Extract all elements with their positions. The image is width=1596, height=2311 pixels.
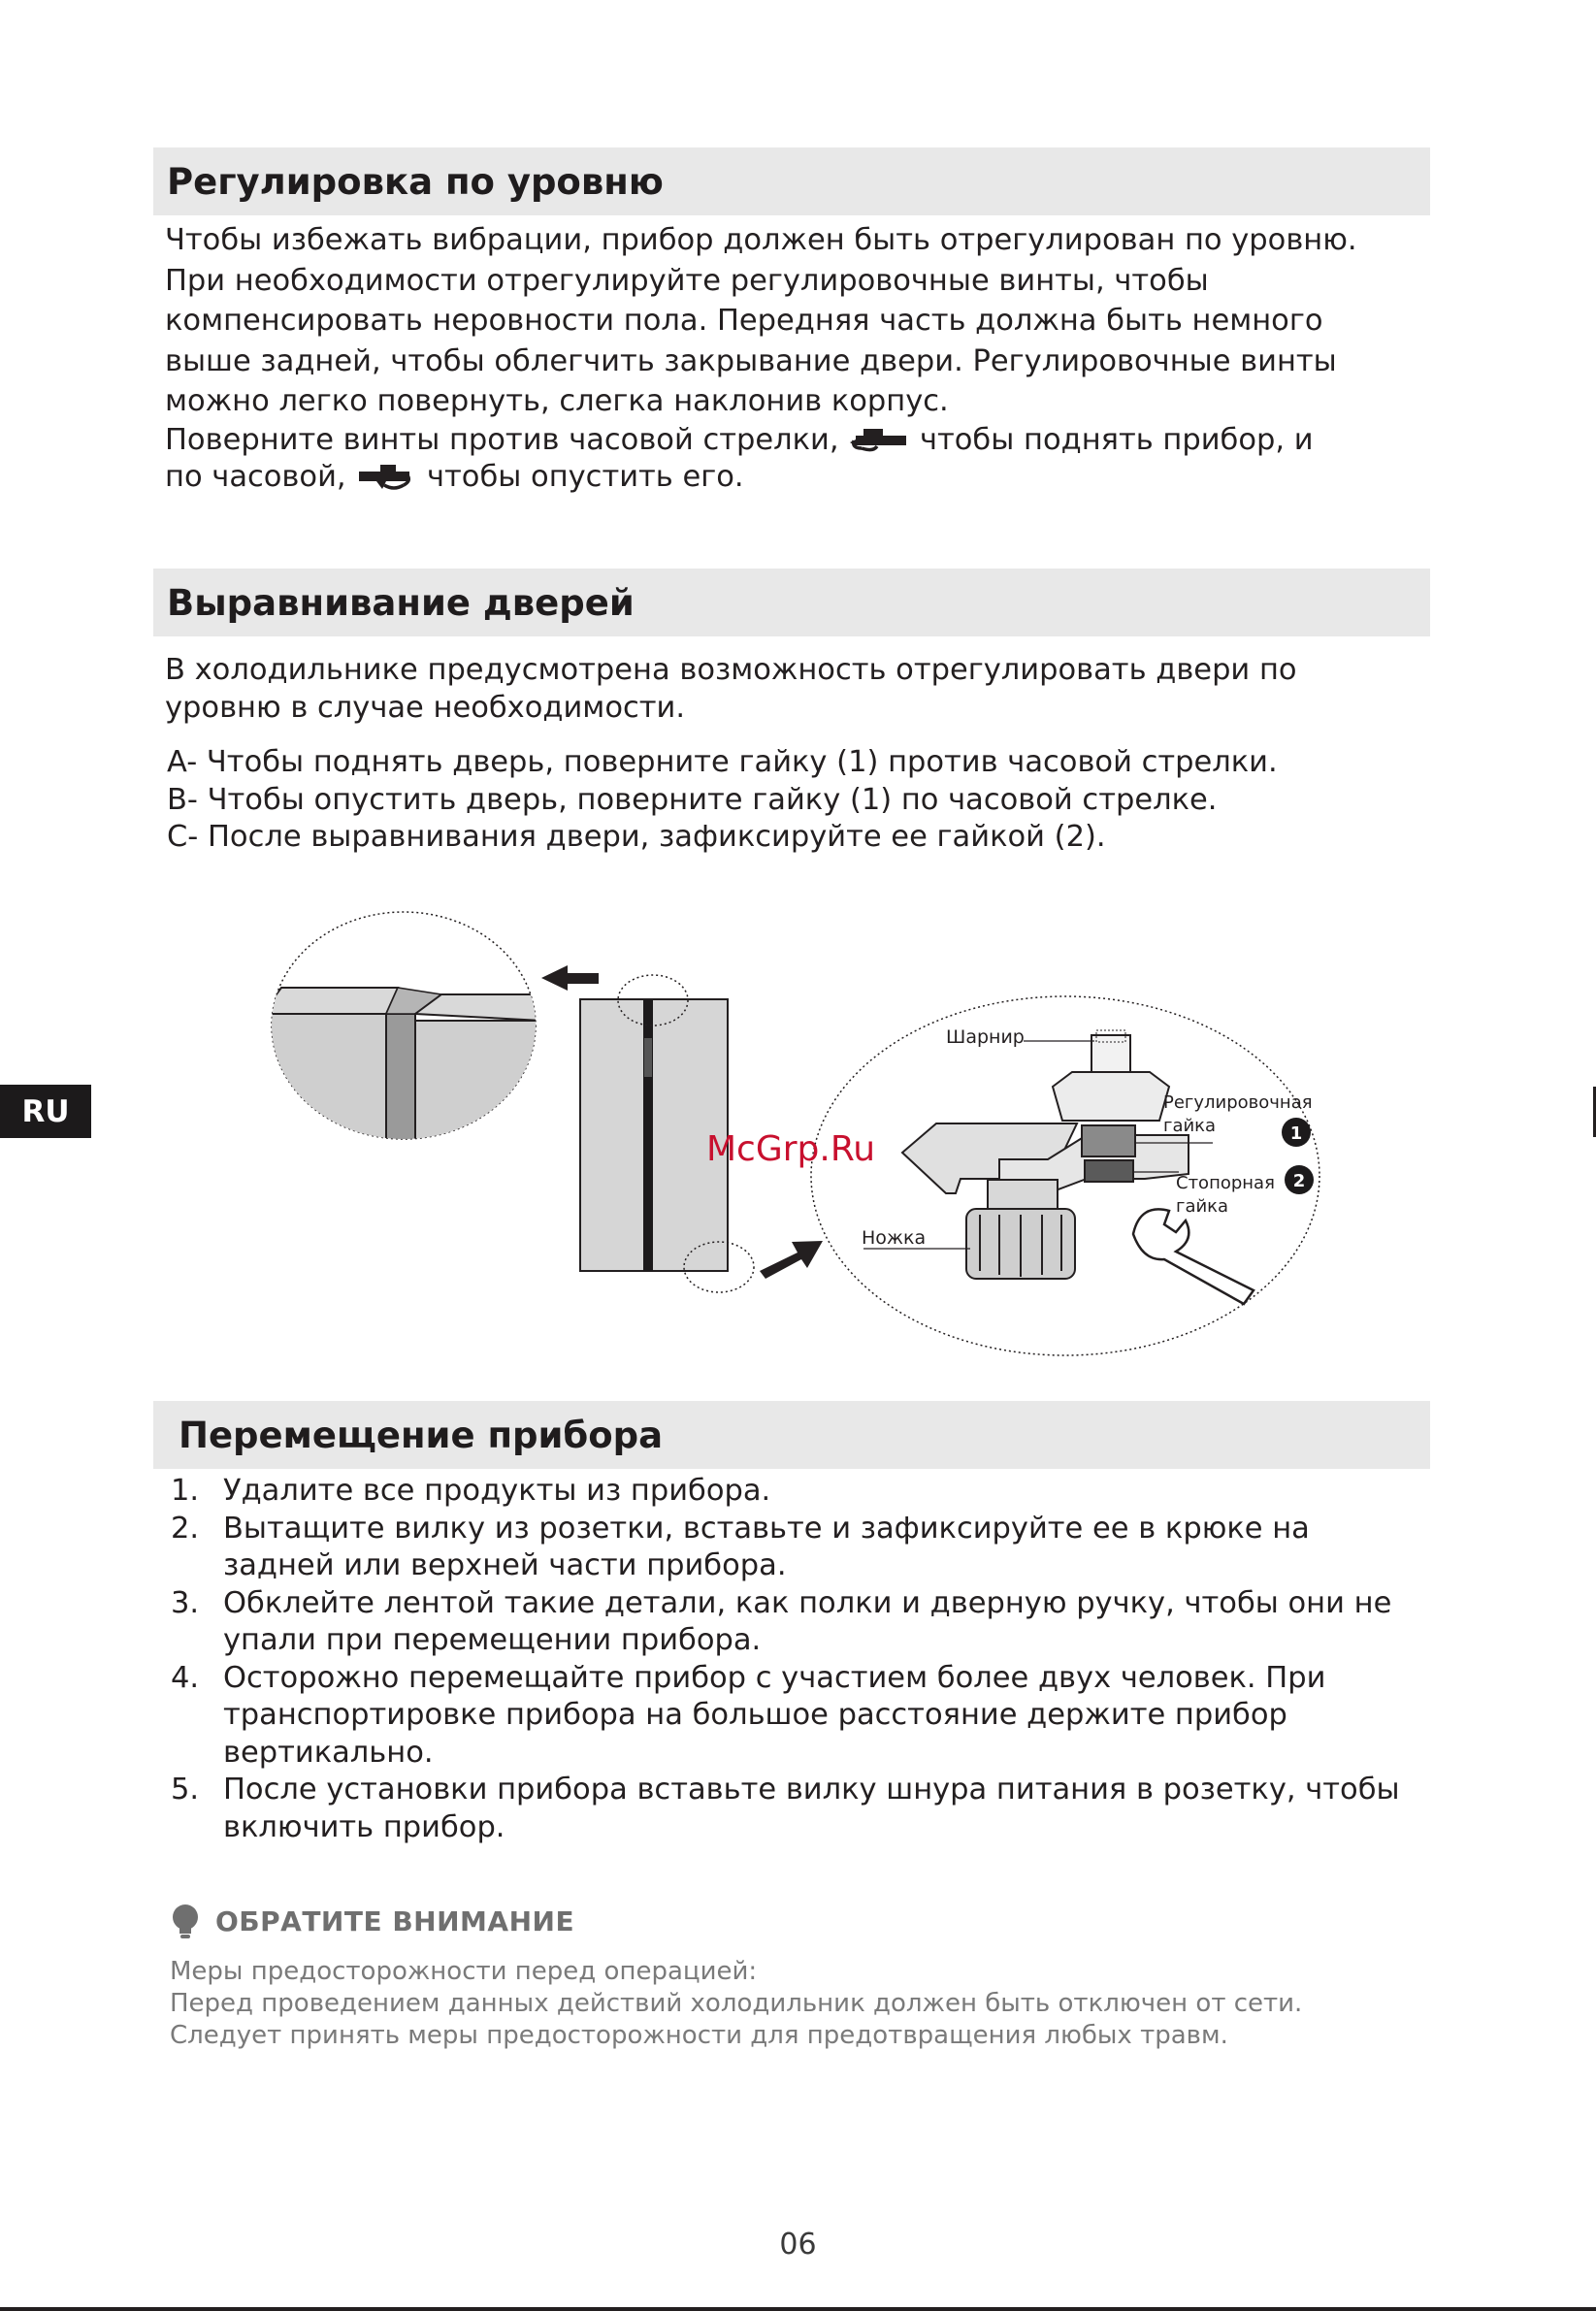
leveling-paragraph <box>165 220 1436 496</box>
note-text <box>170 1956 1302 2052</box>
list-number: 4. <box>171 1660 200 1695</box>
text-line <box>165 422 1436 459</box>
list-text: Обклейте лентой такие детали, как полки и дверную ручку, чтобы они не упали при перемещении прибора. <box>223 1585 1392 1657</box>
list-item <box>167 1772 1448 1846</box>
note-line: Следует принять меры предосторожности для предотвращения любых травм. <box>170 2021 1228 2050</box>
text-line: Чтобы избежать вибрации, прибор должен быть отрегулирован по уровню. <box>165 223 1357 257</box>
list-item <box>167 1473 1448 1511</box>
lock-nut-label-2: гайка <box>1176 1196 1229 1217</box>
doors-steps <box>167 744 1438 857</box>
step-line: A- Чтобы поднять дверь, поверните гайку (1) против часовой стрелки. <box>167 745 1278 779</box>
text-line: При необходимости отрегулируйте регулировочные винты, чтобы <box>165 263 1209 298</box>
door-gap-zoom-illustration <box>262 912 551 1156</box>
counterclockwise-screw-icon <box>848 423 910 458</box>
list-item <box>167 1660 1448 1773</box>
lightbulb-icon <box>169 1904 202 1940</box>
note-title: ОБРАТИТЕ ВНИМАНИЕ <box>215 1905 575 1937</box>
bottom-rule <box>0 2307 1596 2311</box>
list-item <box>167 1585 1448 1660</box>
text-fragment: Поверните винты против часовой стрелки, <box>165 422 839 457</box>
note-line: Перед проведением данных действий холодильник должен быть отключен от сети. <box>170 1989 1303 2018</box>
text-line: можно легко повернуть, слегка наклонив корпус. <box>165 384 949 418</box>
note-line: Меры предосторожности перед операцией: <box>170 1957 758 1986</box>
list-text: После установки прибора вставьте вилку шнура питания в розетку, чтобы включить прибор. <box>223 1773 1400 1844</box>
step-line: C- После выравнивания двери, зафиксируйте ее гайкой (2). <box>167 820 1106 854</box>
list-text: Удалите все продукты из прибора. <box>223 1474 771 1508</box>
adjusting-nut-label-2: гайка <box>1163 1116 1217 1136</box>
hinge-label: Шарнир <box>946 1026 1025 1048</box>
list-number: 1. <box>171 1474 200 1508</box>
section-title: Выравнивание дверей <box>167 582 635 624</box>
text-line: уровню в случае необходимости. <box>165 690 686 725</box>
text-line: В холодильнике предусмотрена возможность отрегулировать двери по <box>165 653 1297 687</box>
badge-1-label: 1 <box>1289 1123 1303 1144</box>
language-tab: RU <box>0 1085 91 1138</box>
foot-label: Ножка <box>862 1227 927 1249</box>
section-header-doors <box>153 569 1430 636</box>
hinge-zoom-illustration <box>811 996 1319 1355</box>
watermark: McGrp.Ru <box>706 1129 876 1169</box>
lock-nut-label: Стопорная <box>1176 1173 1275 1193</box>
text-fragment: чтобы опустить его. <box>427 459 744 494</box>
adjusting-nut-label: Регулировочная <box>1163 1092 1313 1113</box>
text-fragment: чтобы поднять прибор, и <box>919 422 1314 457</box>
section-header-leveling <box>153 147 1430 215</box>
clockwise-screw-icon <box>355 460 417 495</box>
arrow-up-right-icon <box>760 1241 823 1279</box>
list-number: 5. <box>171 1773 200 1806</box>
section-header-moving <box>153 1401 1430 1469</box>
section-title: Регулировка по уровню <box>167 161 664 203</box>
list-text: Вытащите вилку из розетки, вставьте и зафиксируйте ее в крюке на задней или верхней части прибора. <box>223 1511 1310 1582</box>
moving-steps-list <box>167 1473 1448 1846</box>
arrow-left-icon <box>541 965 599 991</box>
section-title: Перемещение прибора <box>179 1415 664 1456</box>
doors-intro <box>165 652 1436 727</box>
text-fragment: по часовой, <box>165 459 346 494</box>
list-number: 3. <box>171 1585 200 1620</box>
badge-2-label: 2 <box>1292 1171 1306 1191</box>
step-line: B- Чтобы опустить дверь, поверните гайку (1) по часовой стрелке. <box>167 782 1218 817</box>
list-item <box>167 1511 1448 1585</box>
page-number: 06 <box>779 2228 817 2262</box>
text-line: компенсировать неровности пола. Передняя часть должна быть немного <box>165 304 1323 338</box>
text-line <box>165 459 1436 496</box>
text-line: выше задней, чтобы облегчить закрывание двери. Регулировочные винты <box>165 343 1337 378</box>
list-text: Осторожно перемещайте прибор с участием более двух человек. При транспортировке прибора на большое расстояние держите прибор вертикально. <box>223 1660 1326 1770</box>
list-number: 2. <box>171 1511 200 1546</box>
